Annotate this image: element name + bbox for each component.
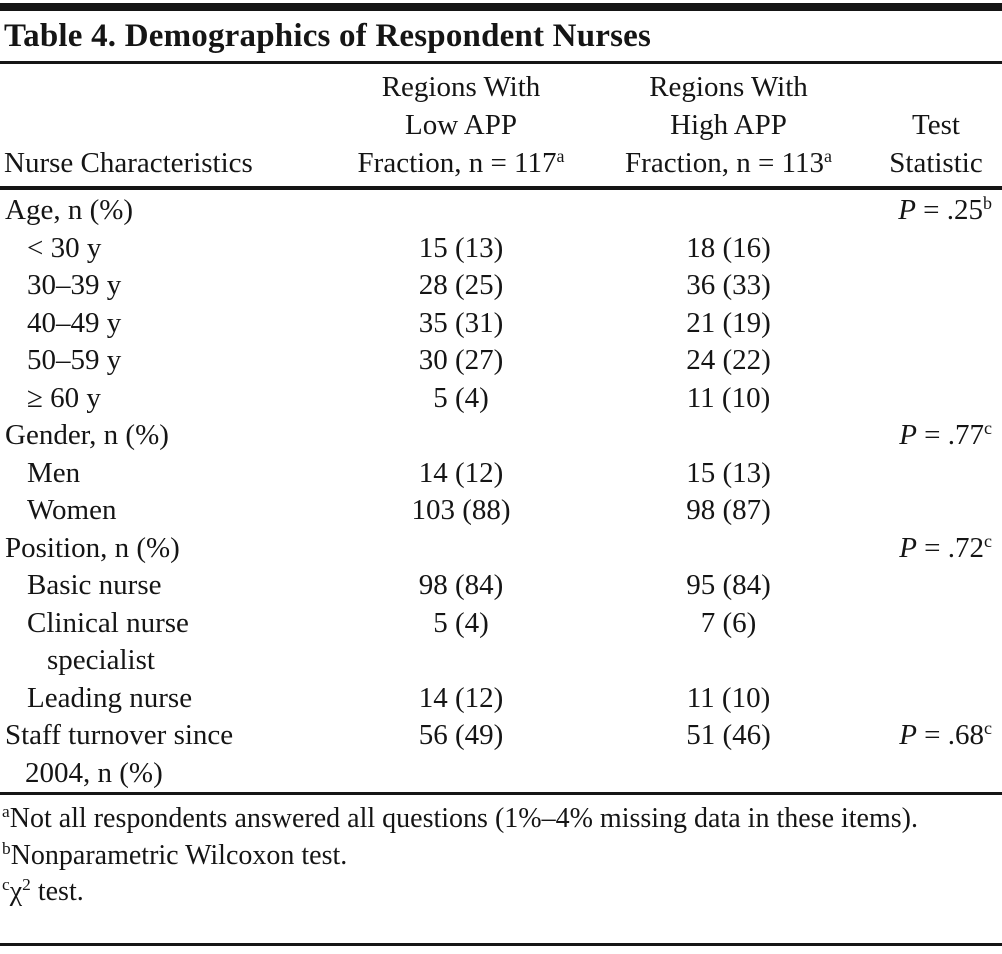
- column-header-line: Regions With: [649, 71, 808, 103]
- cell-test-statistic: [870, 380, 1002, 418]
- row-label: [0, 230, 335, 268]
- cell-low-value: 5 (4): [433, 606, 489, 639]
- cell-test-statistic: [870, 567, 1002, 605]
- column-header-line: Test: [912, 109, 960, 141]
- column-header-line: High APP: [670, 109, 787, 141]
- cell-high-value: 36 (33): [686, 269, 771, 301]
- row-label: [0, 455, 335, 493]
- table-row: [0, 305, 1002, 343]
- cell-high-value: 11 (10): [686, 681, 771, 714]
- row-label-line: ≥ 60 y: [27, 381, 101, 414]
- cell-low-value: 56 (49): [418, 719, 504, 751]
- row-label-line: Gender, n (%): [5, 419, 169, 451]
- cell-low-value: 28 (25): [418, 269, 504, 301]
- row-label-line: specialist: [47, 644, 155, 676]
- table-header: [0, 64, 1002, 186]
- row-label: [0, 380, 335, 418]
- table-row: [0, 605, 1002, 680]
- table-row: [0, 492, 1002, 530]
- cell-low-value: [335, 417, 587, 455]
- row-label-line: Basic nurse: [27, 569, 162, 601]
- column-header-1: [0, 144, 335, 182]
- row-label: [0, 492, 335, 530]
- row-label-line: Age, n (%): [5, 194, 134, 226]
- footnote: $^b$Nonparametric Wilcoxon test.: [2, 838, 348, 871]
- row-label-line: 50–59 y: [27, 344, 122, 376]
- column-header-4: [870, 106, 1002, 182]
- bottom-rule: [0, 943, 1002, 946]
- row-label-line: 2004, n (%): [25, 756, 163, 789]
- table-row: [0, 455, 1002, 493]
- footnotes: [0, 795, 1002, 911]
- cell-test-statistic: [870, 230, 1002, 268]
- row-label: [0, 567, 335, 605]
- row-label-line: 30–39 y: [27, 269, 122, 301]
- row-label: [0, 305, 335, 343]
- superscript: 2: [22, 875, 31, 895]
- cell-test-statistic: P = .68$^c$: [899, 718, 992, 751]
- row-label-line: Leading nurse: [27, 681, 193, 714]
- footnote: $^a$Not all respondents answered all questions (1%–4% missing data in these items).: [2, 802, 918, 834]
- cell-test-statistic: [870, 305, 1002, 343]
- row-label-line: Staff turnover since: [5, 719, 234, 751]
- column-header-3: [587, 68, 870, 182]
- row-label-line: 40–49 y: [27, 306, 122, 339]
- table-row: [0, 230, 1002, 268]
- footnote: $^c\chi^2$ test.: [2, 875, 84, 907]
- cell-low-value: 15 (13): [418, 231, 504, 264]
- column-header-2: [335, 68, 587, 182]
- cell-test-statistic: [870, 492, 1002, 530]
- table-row: [0, 417, 1002, 455]
- row-label: [0, 342, 335, 380]
- row-label: [0, 605, 335, 680]
- cell-low-value: [335, 192, 587, 230]
- cell-low-value: 14 (12): [418, 456, 504, 489]
- superscript: b: [2, 838, 11, 858]
- cell-test-statistic: [870, 680, 1002, 718]
- column-header-line: Low APP: [404, 109, 517, 141]
- table-row: [0, 192, 1002, 230]
- cell-low-value: 5 (4): [433, 381, 489, 414]
- table-row: [0, 380, 1002, 418]
- superscript: c: [984, 418, 992, 439]
- cell-low-value: 14 (12): [418, 681, 504, 714]
- table-body: [0, 190, 1002, 792]
- cell-test-statistic: P = .77$^c$: [899, 418, 992, 451]
- cell-high-value: 51 (46): [686, 719, 771, 751]
- cell-low-value: 103 (88): [411, 494, 511, 526]
- italic-text: P: [899, 531, 917, 564]
- table-title: Table 4. Demographics of Respondent Nurses: [4, 18, 652, 54]
- superscript: a: [2, 802, 10, 822]
- row-label-line: Position, n (%): [5, 531, 180, 564]
- cell-high-value: 98 (87): [686, 494, 771, 526]
- cell-high-value: 95 (84): [686, 569, 771, 601]
- row-label-line: < 30 y: [27, 231, 102, 264]
- superscript: a: [556, 146, 565, 167]
- cell-high-value: 18 (16): [686, 231, 771, 264]
- italic-text: P: [899, 719, 917, 751]
- superscript: c: [984, 530, 992, 551]
- cell-test-statistic: [870, 267, 1002, 305]
- cell-low-value: 98 (84): [418, 569, 504, 601]
- cell-high-value: 21 (19): [686, 306, 771, 339]
- row-label-line: Women: [27, 494, 117, 526]
- row-label: [0, 530, 335, 568]
- row-label: [0, 267, 335, 305]
- row-label: [0, 417, 335, 455]
- row-label-line: Clinical nurse: [27, 606, 189, 639]
- cell-low-value: 35 (31): [418, 306, 504, 339]
- cell-low-value: [335, 530, 587, 568]
- row-label: [0, 192, 335, 230]
- cell-test-statistic: [870, 455, 1002, 493]
- cell-test-statistic: [870, 605, 1002, 680]
- cell-high-value: [587, 530, 870, 568]
- table-row: [0, 267, 1002, 305]
- italic-text: P: [899, 419, 917, 451]
- cell-test-statistic: [870, 342, 1002, 380]
- superscript: c: [2, 875, 10, 895]
- table-row: [0, 567, 1002, 605]
- table-row: [0, 680, 1002, 718]
- column-header-line: Fraction, $n = 113^a$: [625, 146, 832, 179]
- table-row: [0, 530, 1002, 568]
- row-label-line: Men: [27, 456, 81, 489]
- italic-text: P: [898, 194, 916, 226]
- cell-high-value: [587, 417, 870, 455]
- table-row: [0, 717, 1002, 792]
- row-label: [0, 680, 335, 718]
- superscript: c: [984, 718, 992, 739]
- cell-high-value: [587, 192, 870, 230]
- cell-high-value: 7 (6): [700, 606, 757, 639]
- cell-test-statistic: P = .25$^b$: [898, 193, 992, 226]
- cell-low-value: 30 (27): [418, 344, 504, 376]
- cell-test-statistic: P = .72$^c$: [899, 530, 992, 564]
- column-header-line: Fraction, $n = 117^a$: [357, 146, 565, 179]
- table-row: [0, 342, 1002, 380]
- cell-high-value: 11 (10): [686, 381, 771, 414]
- row-label: [0, 717, 335, 792]
- cell-high-value: 24 (22): [686, 344, 771, 376]
- superscript: b: [983, 193, 992, 214]
- cell-high-value: 15 (13): [686, 456, 771, 489]
- column-header-line: Statistic: [889, 147, 983, 179]
- column-header-line: Regions With: [381, 71, 541, 103]
- top-rule: [0, 3, 1002, 11]
- superscript: a: [823, 146, 832, 167]
- column-header-line: Nurse Characteristics: [4, 147, 253, 179]
